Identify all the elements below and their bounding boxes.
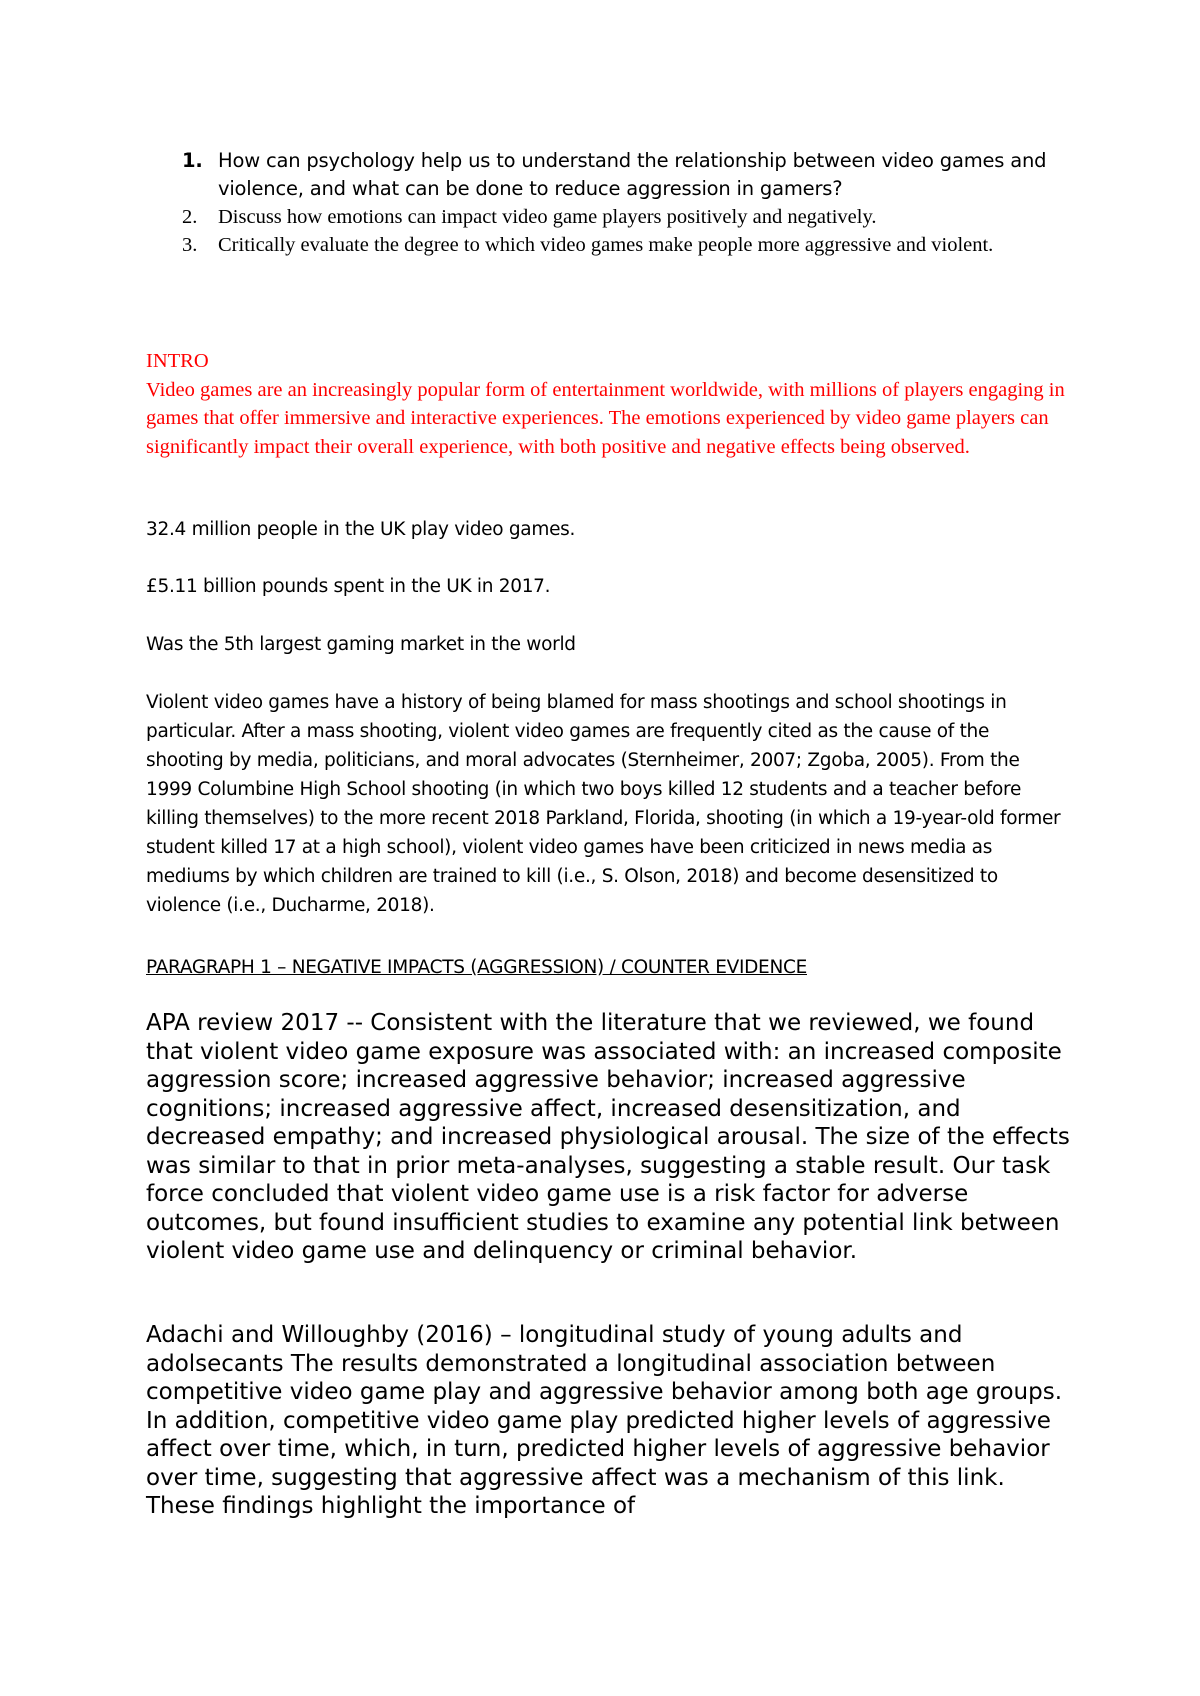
question-item — [182, 147, 1062, 203]
question-list — [182, 147, 1062, 259]
stat-spending: £5.11 billion pounds spent in the UK in 2017. — [146, 576, 551, 597]
intro-body: Video games are an increasingly popular form of entertainment worldwide, with millions of players engaging in games that offer immersive and interactive experiences. The emotions experienced by video game players can significantly impact their overall experience, with both positive and negative effects being observed. — [146, 378, 1065, 458]
apa-review-paragraph: APA review 2017 -- Consistent with the literature that we reviewed, we found that violent video game exposure was associated with: an increased composite aggression score; increased aggressive behavior; increased aggressive cognitions; increased aggressive affect, increased desensitization, and decreased empathy; and increased physiological arousal. The size of the effects was similar to that in prior meta-analyses, suggesting a stable result. Our task force concluded that violent video game use is a risk factor for adverse outcomes, but found insufficient studies to examine any potential link between violent video game use and delinquency or criminal behavior. — [146, 1010, 1070, 1264]
question-item — [182, 203, 1062, 231]
adachi-study-paragraph: Adachi and Willoughby (2016) – longitudinal study of young adults and adolsecants The results demonstrated a longitudinal association between competitive video game play and aggressive behavior among both age groups. In addition, competitive video game play predicted higher levels of aggressive affect over time, which, in turn, predicted higher levels of aggressive behavior over time, suggesting that aggressive affect was a mechanism of this link. These findings highlight the importance of — [146, 1322, 1063, 1519]
paragraph1-heading: PARAGRAPH 1 – NEGATIVE IMPACTS (AGGRESSION) / COUNTER EVIDENCE — [146, 957, 807, 978]
stat-players: 32.4 million people in the UK play video games. — [146, 519, 576, 540]
history-paragraph: Violent video games have a history of being blamed for mass shootings and school shootings in particular. After a mass shooting, violent video games are frequently cited as the cause of the shooting by media, politicians, and moral advocates (Sternheimer, 2007; Zgoba, 2005). From the 1999 Columbine High School shooting (in which two boys killed 12 students and a teacher before killing themselves) to the more recent 2018 Parkland, Florida, shooting (in which a 19-year-old former student killed 17 at a high school), violent video games have been criticized in news media as mediums by which children are trained to kill (i.e., S. Olson, 2018) and become desensitized to violence (i.e., Ducharme, 2018). — [146, 692, 1061, 916]
stat-market: Was the 5th largest gaming market in the world — [146, 634, 576, 655]
question-text: Discuss how emotions can impact video game players positively and negatively. — [218, 206, 877, 228]
question-number: 1. — [182, 149, 203, 172]
intro-section — [146, 347, 1076, 461]
question-item — [182, 231, 1062, 259]
question-number: 2. — [182, 206, 198, 228]
question-number: 3. — [182, 234, 198, 256]
intro-heading: INTRO — [146, 350, 209, 372]
question-text: Critically evaluate the degree to which video games make people more aggressive and violent. — [218, 234, 994, 256]
question-text: How can psychology help us to understand the relationship between video games and violence, and what can be done to reduce aggression in gamers? — [218, 149, 1047, 200]
